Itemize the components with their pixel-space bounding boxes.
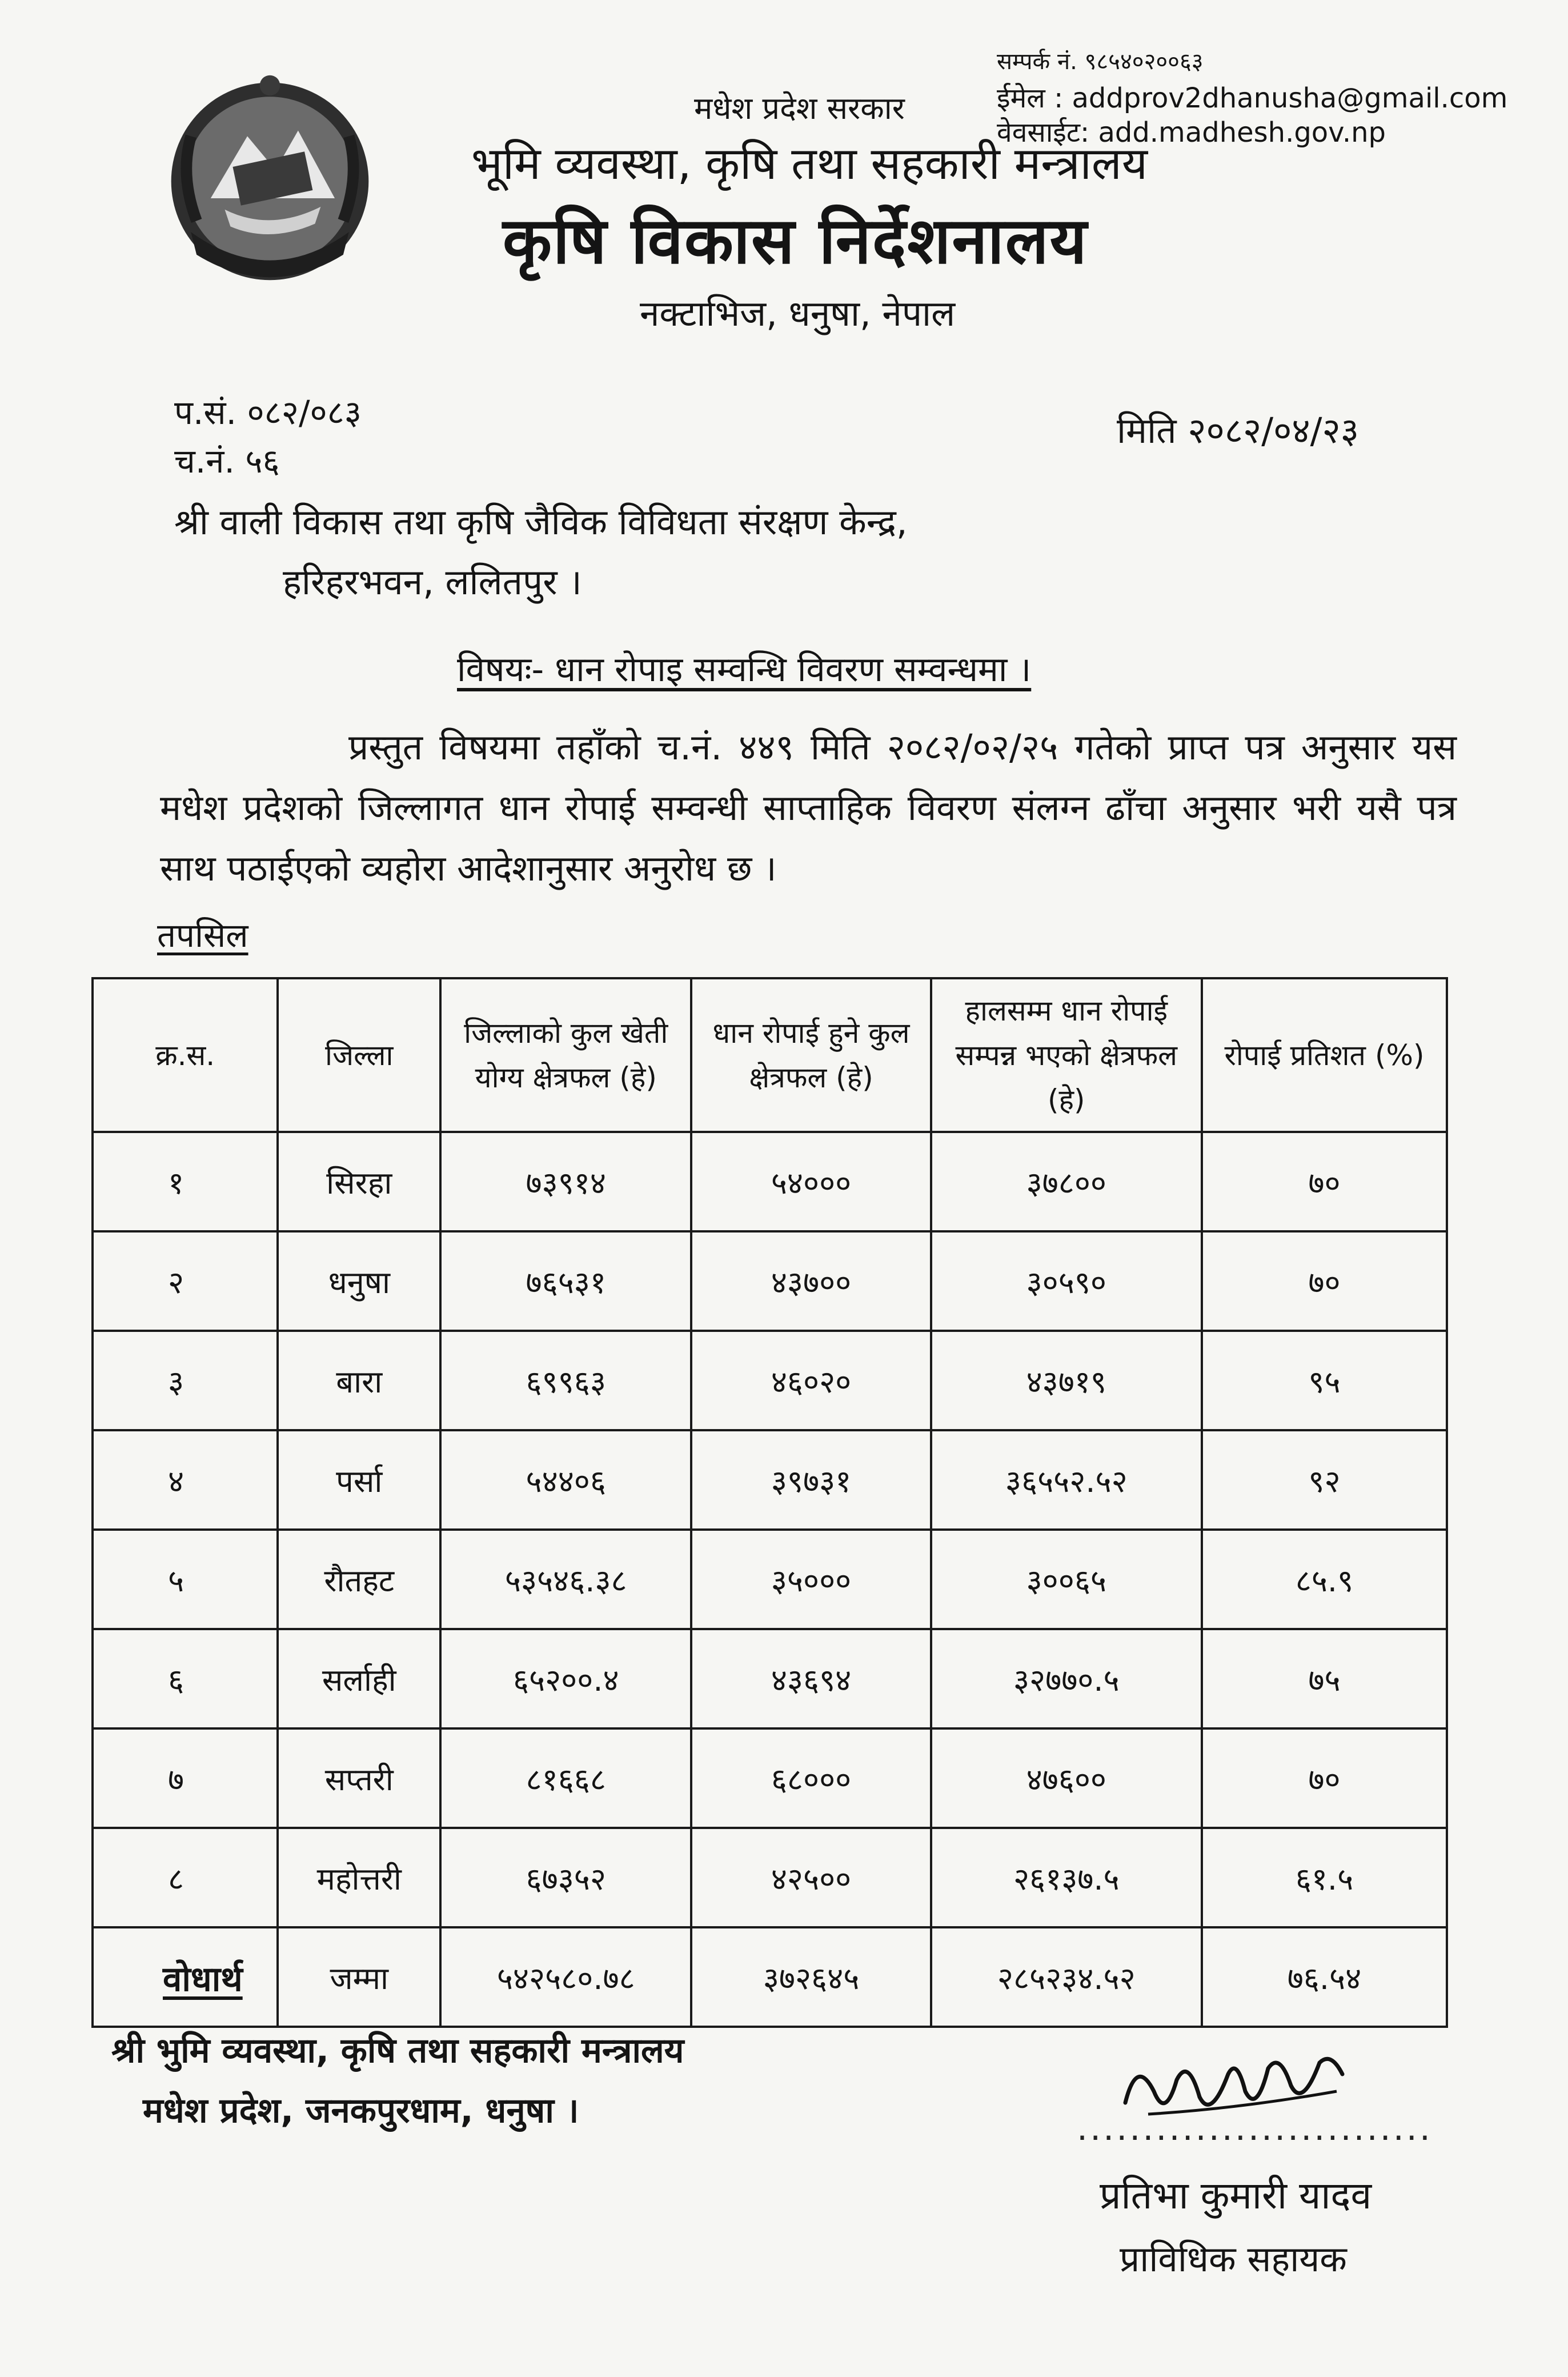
cell-percentage: ९२ bbox=[1202, 1430, 1447, 1530]
table-row bbox=[93, 1629, 1447, 1728]
dispatch-number: च.नं. ५६ bbox=[174, 442, 280, 481]
cell-total-area: ७६५३१ bbox=[440, 1231, 691, 1331]
signatory-name: प्रतिभा कुमारी यादव bbox=[1100, 2174, 1372, 2218]
contact-email: ईमेल : addprov2dhanusha@gmail.com bbox=[997, 82, 1508, 114]
cell-district: बारा bbox=[278, 1331, 440, 1430]
cell-completed-area: २६१३७.५ bbox=[931, 1828, 1202, 1927]
contact-website: वेवसाईट: add.madhesh.gov.np bbox=[997, 117, 1386, 149]
cell-percentage: ६१.५ bbox=[1202, 1828, 1447, 1927]
letter-date: मिति २०८२/०४/२३ bbox=[1117, 410, 1359, 451]
cell-percentage: ७६.५४ bbox=[1202, 1927, 1447, 2027]
header-sn: क्र.स. bbox=[93, 978, 278, 1132]
cell-completed-area: ४७६०० bbox=[931, 1728, 1202, 1828]
cell-total-area: ६५२००.४ bbox=[440, 1629, 691, 1728]
cell-planting-area: ४२५०० bbox=[691, 1828, 931, 1927]
cell-planting-area: ४६०२० bbox=[691, 1331, 931, 1430]
letter-body: प्रस्तुत विषयमा तहाँको च.नं. ४४९ मिति २०८२/०२/२५ गतेको प्राप्त पत्र अनुसार यस मधेश प्रदेशको जिल्लागत धान रोपाई सम्वन्धी साप्ताहिक विवरण संलग्न ढाँचा अनुसार भरी यसै पत्र साथ पठाईएको व्यहोरा आदेशानुसार अनुरोध छ । bbox=[160, 726, 1457, 889]
cell-total-area: ६७३५२ bbox=[440, 1828, 691, 1927]
cell-planting-area: ४३७०० bbox=[691, 1231, 931, 1331]
cell-district: धनुषा bbox=[278, 1231, 440, 1331]
cell-total-area: ६९९६३ bbox=[440, 1331, 691, 1430]
cell-sn: ७ bbox=[93, 1728, 278, 1828]
reference-number: प.सं. ०८२/०८३ bbox=[174, 393, 362, 432]
details-label: तपसिल bbox=[157, 916, 248, 955]
table-row bbox=[93, 1132, 1447, 1231]
cell-sn: २ bbox=[93, 1231, 278, 1331]
cell-total-area: ७३९१४ bbox=[440, 1132, 691, 1231]
letter-subject: विषयः- धान रोपाइ सम्वन्धि विवरण सम्वन्धमा । bbox=[457, 650, 1032, 690]
nepal-emblem-icon bbox=[157, 63, 383, 289]
header-percentage: रोपाई प्रतिशत (%) bbox=[1202, 978, 1447, 1132]
ministry-name: भूमि व्यवस्था, कृषि तथा सहकारी मन्त्रालय bbox=[471, 138, 1148, 190]
cc-line-2: मधेश प्रदेश, जनकपुरधाम, धनुषा । bbox=[143, 2091, 579, 2131]
table-row bbox=[93, 1331, 1447, 1430]
table-row bbox=[93, 1231, 1447, 1331]
cell-district: सर्लाही bbox=[278, 1629, 440, 1728]
cell-completed-area: ३७८०० bbox=[931, 1132, 1202, 1231]
cell-completed-area: ४३७१९ bbox=[931, 1331, 1202, 1430]
cell-sn: ५ bbox=[93, 1530, 278, 1629]
cell-completed-area: ३२७७०.५ bbox=[931, 1629, 1202, 1728]
header-completed-area: हालसम्म धान रोपाई सम्पन्न भएको क्षेत्रफल (हे) bbox=[931, 978, 1202, 1132]
cell-sn: ४ bbox=[93, 1430, 278, 1530]
cell-completed-area: ३६५५२.५२ bbox=[931, 1430, 1202, 1530]
cell-district: सिरहा bbox=[278, 1132, 440, 1231]
table-total-row bbox=[93, 1927, 1447, 2027]
table-row bbox=[93, 1430, 1447, 1530]
signature-line: ........................... bbox=[1077, 2108, 1433, 2148]
cell-sn: ३ bbox=[93, 1331, 278, 1430]
cc-line-1: श्री भुमि व्यवस्था, कृषि तथा सहकारी मन्त्रालय bbox=[111, 2031, 684, 2071]
contact-phone: सम्पर्क नं. ९८५४०२००६३ bbox=[997, 49, 1204, 75]
cell-total-area: ५४४०६ bbox=[440, 1430, 691, 1530]
cell-total-area: ५३५४६.३८ bbox=[440, 1530, 691, 1629]
cell-completed-area: ३०५९० bbox=[931, 1231, 1202, 1331]
cell-total-area: ५४२५८०.७८ bbox=[440, 1927, 691, 2027]
cell-completed-area: २८५२३४.५२ bbox=[931, 1927, 1202, 2027]
table-row bbox=[93, 1530, 1447, 1629]
government-name: मधेश प्रदेश सरकार bbox=[694, 90, 905, 126]
cell-district: जम्मा bbox=[278, 1927, 440, 2027]
cell-sn: ६ bbox=[93, 1629, 278, 1728]
cell-district: सप्तरी bbox=[278, 1728, 440, 1828]
cell-planting-area: ३९७३१ bbox=[691, 1430, 931, 1530]
office-address: नक्टाभिज, धनुषा, नेपाल bbox=[640, 293, 956, 334]
cell-district: महोत्तरी bbox=[278, 1828, 440, 1927]
cell-planting-area: ३७२६४५ bbox=[691, 1927, 931, 2027]
cell-planting-area: ३५००० bbox=[691, 1530, 931, 1629]
cell-planting-area: ५४००० bbox=[691, 1132, 931, 1231]
cell-sn: ८ bbox=[93, 1828, 278, 1927]
cell-percentage: ९५ bbox=[1202, 1331, 1447, 1430]
table-header-row bbox=[93, 978, 1447, 1132]
cell-district: पर्सा bbox=[278, 1430, 440, 1530]
cell-percentage: ७० bbox=[1202, 1132, 1447, 1231]
header-total-area: जिल्लाको कुल खेती योग्य क्षेत्रफल (हे) bbox=[440, 978, 691, 1132]
header-district: जिल्ला bbox=[278, 978, 440, 1132]
cell-completed-area: ३००६५ bbox=[931, 1530, 1202, 1629]
directorate-name: कृषि विकास निर्देशनालय bbox=[503, 204, 1088, 278]
cell-planting-area: ६८००० bbox=[691, 1728, 931, 1828]
cell-sn: १ bbox=[93, 1132, 278, 1231]
cc-title: वोधार्थ bbox=[163, 1959, 243, 1999]
cell-percentage: ७० bbox=[1202, 1728, 1447, 1828]
recipient-line-2: हरिहरभवन, ललितपुर । bbox=[283, 561, 582, 603]
rice-planting-table bbox=[91, 977, 1448, 2028]
cell-percentage: ८५.९ bbox=[1202, 1530, 1447, 1629]
cell-percentage: ७० bbox=[1202, 1231, 1447, 1331]
cell-total-area: ८१६६८ bbox=[440, 1728, 691, 1828]
recipient-line-1: श्री वाली विकास तथा कृषि जैविक विविधता संरक्षण केन्द्र, bbox=[174, 501, 908, 543]
cell-percentage: ७५ bbox=[1202, 1629, 1447, 1728]
table-row bbox=[93, 1728, 1447, 1828]
cell-district: रौतहट bbox=[278, 1530, 440, 1629]
header-planting-area: धान रोपाई हुने कुल क्षेत्रफल (हे) bbox=[691, 978, 931, 1132]
signatory-designation: प्राविधिक सहायक bbox=[1120, 2238, 1347, 2280]
table-row bbox=[93, 1828, 1447, 1927]
cell-planting-area: ४३६९४ bbox=[691, 1629, 931, 1728]
